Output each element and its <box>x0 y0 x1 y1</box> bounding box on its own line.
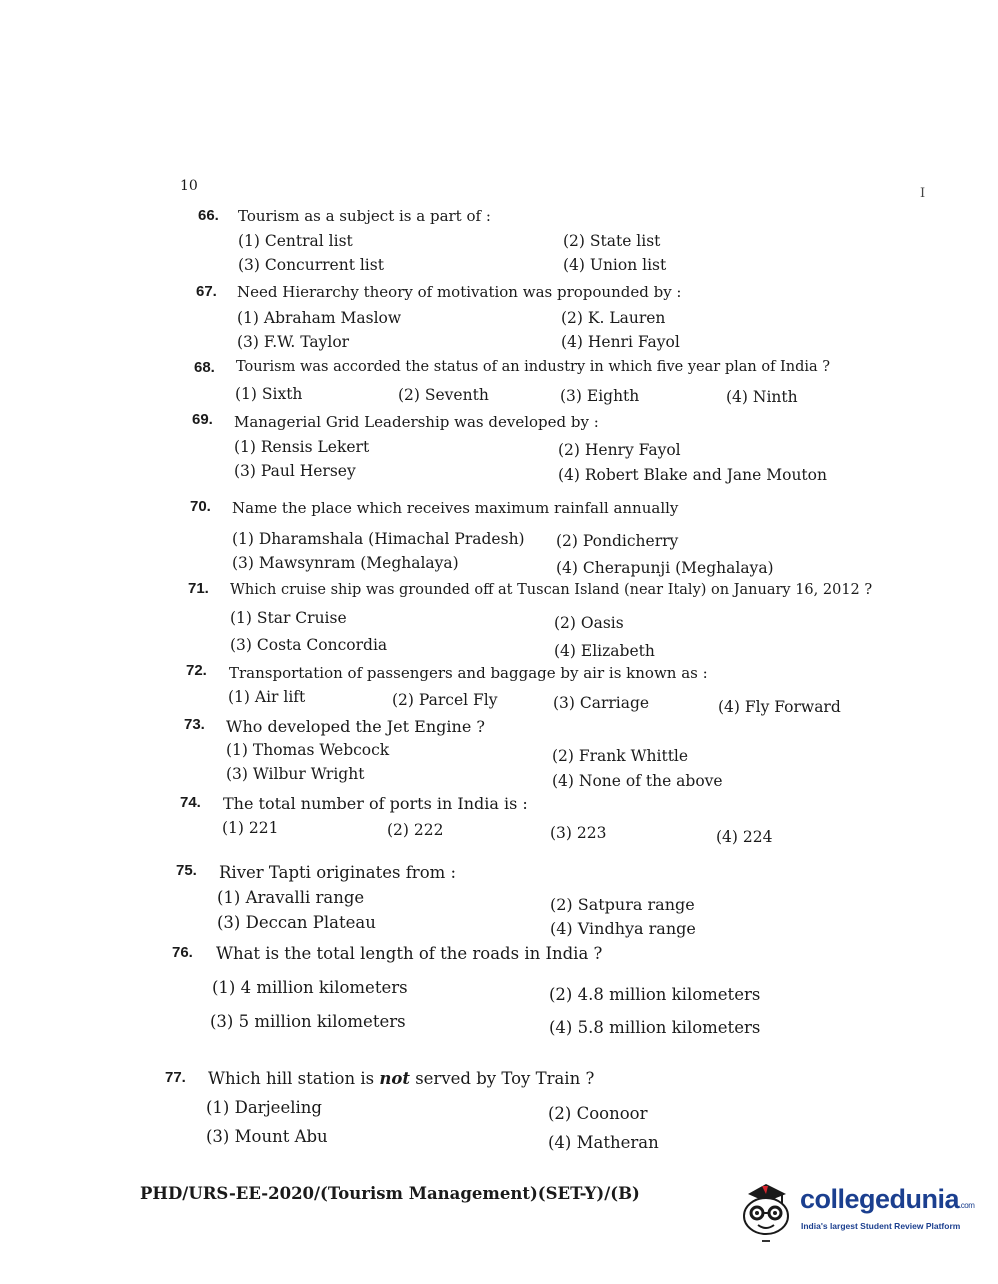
option: (2) Henry Fayol <box>558 441 681 459</box>
option: (4) Elizabeth <box>554 642 655 660</box>
option: (4) Matheran <box>548 1133 659 1152</box>
brand-tld: .com <box>959 1201 975 1210</box>
question-number: 76. <box>172 944 193 961</box>
option: (4) None of the above <box>552 772 723 790</box>
option: (1) Sixth <box>235 385 303 403</box>
question-text-post: served by Toy Train ? <box>409 1069 595 1088</box>
option: (2) K. Lauren <box>561 309 666 327</box>
question-text: Who developed the Jet Engine ? <box>226 717 485 736</box>
question-text: Tourism was accorded the status of an industry in which five year plan of India ? <box>236 359 831 375</box>
question-text <box>208 1069 594 1088</box>
option: (2) Seventh <box>398 386 489 404</box>
question-number: 69. <box>192 411 213 428</box>
option: (1) Thomas Webcock <box>226 741 390 759</box>
brand-name <box>800 1184 974 1215</box>
question-number: 72. <box>186 662 207 679</box>
option: (2) Coonoor <box>548 1104 648 1123</box>
option: (1) Air lift <box>228 688 306 706</box>
option: (2) Parcel Fly <box>392 691 498 709</box>
option: (4) Fly Forward <box>718 698 841 716</box>
option: (3) Paul Hersey <box>234 462 356 480</box>
option: (2) State list <box>563 232 661 250</box>
option: (4) Cherapunji (Meghalaya) <box>556 559 774 577</box>
question-number: 68. <box>194 359 215 376</box>
question-text-emphasis: not <box>379 1069 410 1088</box>
option: (4) Ninth <box>726 388 798 406</box>
brand-tagline: India's largest Student Review Platform <box>801 1221 961 1231</box>
option: (1) Darjeeling <box>206 1098 322 1117</box>
question-number: 67. <box>196 283 217 300</box>
option: (4) Robert Blake and Jane Mouton <box>558 466 827 484</box>
option: (1) Star Cruise <box>230 609 347 627</box>
question-text: River Tapti originates from : <box>219 863 457 882</box>
question-text: Need Hierarchy theory of motivation was propounded by : <box>237 283 682 301</box>
question-text: Name the place which receives maximum rainfall annually <box>232 499 679 517</box>
question-number: 75. <box>176 862 197 879</box>
option: (4) 5.8 million kilometers <box>549 1018 761 1037</box>
option: (3) 223 <box>550 824 607 842</box>
option: (4) 224 <box>716 828 773 846</box>
option: (2) Frank Whittle <box>552 747 689 765</box>
corner-mark: I <box>920 186 926 201</box>
option: (3) Mawsynram (Meghalaya) <box>232 554 459 572</box>
option: (2) Pondicherry <box>556 532 679 550</box>
option: (2) Satpura range <box>550 895 695 914</box>
question-text: Transportation of passengers and baggage by air is known as : <box>229 664 708 682</box>
option: (1) Aravalli range <box>217 888 365 907</box>
option: (1) Central list <box>238 232 353 250</box>
option: (3) Costa Concordia <box>230 636 388 654</box>
collegedunia-watermark <box>738 1180 975 1240</box>
option: (3) Wilbur Wright <box>226 765 365 783</box>
option: (4) Henri Fayol <box>561 333 680 351</box>
option: (2) 4.8 million kilometers <box>549 985 761 1004</box>
question-number: 71. <box>188 580 209 597</box>
footer-code: PHD/URS-EE-2020/(Tourism Management)(SET-Y)/(B) <box>140 1184 640 1203</box>
option: (2) Oasis <box>554 614 624 632</box>
question-text: The total number of ports in India is : <box>223 794 528 813</box>
question-text: Which cruise ship was grounded off at Tuscan Island (near Italy) on January 16, 2012 ? <box>230 582 873 598</box>
mascot-logo-icon <box>738 1180 798 1238</box>
option: (3) Carriage <box>553 694 650 712</box>
question-number: 74. <box>180 794 201 811</box>
option: (4) Vindhya range <box>550 919 696 938</box>
page-number: 10 <box>180 178 198 194</box>
question-text: What is the total length of the roads in India ? <box>216 944 603 963</box>
option: (1) Dharamshala (Himachal Pradesh) <box>232 530 525 548</box>
option: (3) Eighth <box>560 387 640 405</box>
question-number: 73. <box>184 716 205 733</box>
option: (1) 221 <box>222 819 279 837</box>
option: (1) 4 million kilometers <box>212 978 408 997</box>
scan-mark <box>762 1240 770 1242</box>
question-text-pre: Which hill station is <box>208 1069 380 1088</box>
option: (1) Abraham Maslow <box>237 309 402 327</box>
option: (3) Concurrent list <box>238 256 384 274</box>
question-number: 77. <box>165 1069 186 1086</box>
option: (2) 222 <box>387 821 444 839</box>
option: (3) Mount Abu <box>206 1127 328 1146</box>
question-text: Tourism as a subject is a part of : <box>238 207 491 225</box>
brand-name-text: collegedunia <box>800 1184 960 1214</box>
question-number: 70. <box>190 498 211 515</box>
question-number: 66. <box>198 207 219 224</box>
question-text: Managerial Grid Leadership was developed by : <box>234 413 599 431</box>
option: (3) F.W. Taylor <box>237 333 350 351</box>
option: (3) Deccan Plateau <box>217 913 376 932</box>
option: (1) Rensis Lekert <box>234 438 370 456</box>
option: (3) 5 million kilometers <box>210 1012 406 1031</box>
option: (4) Union list <box>563 256 667 274</box>
